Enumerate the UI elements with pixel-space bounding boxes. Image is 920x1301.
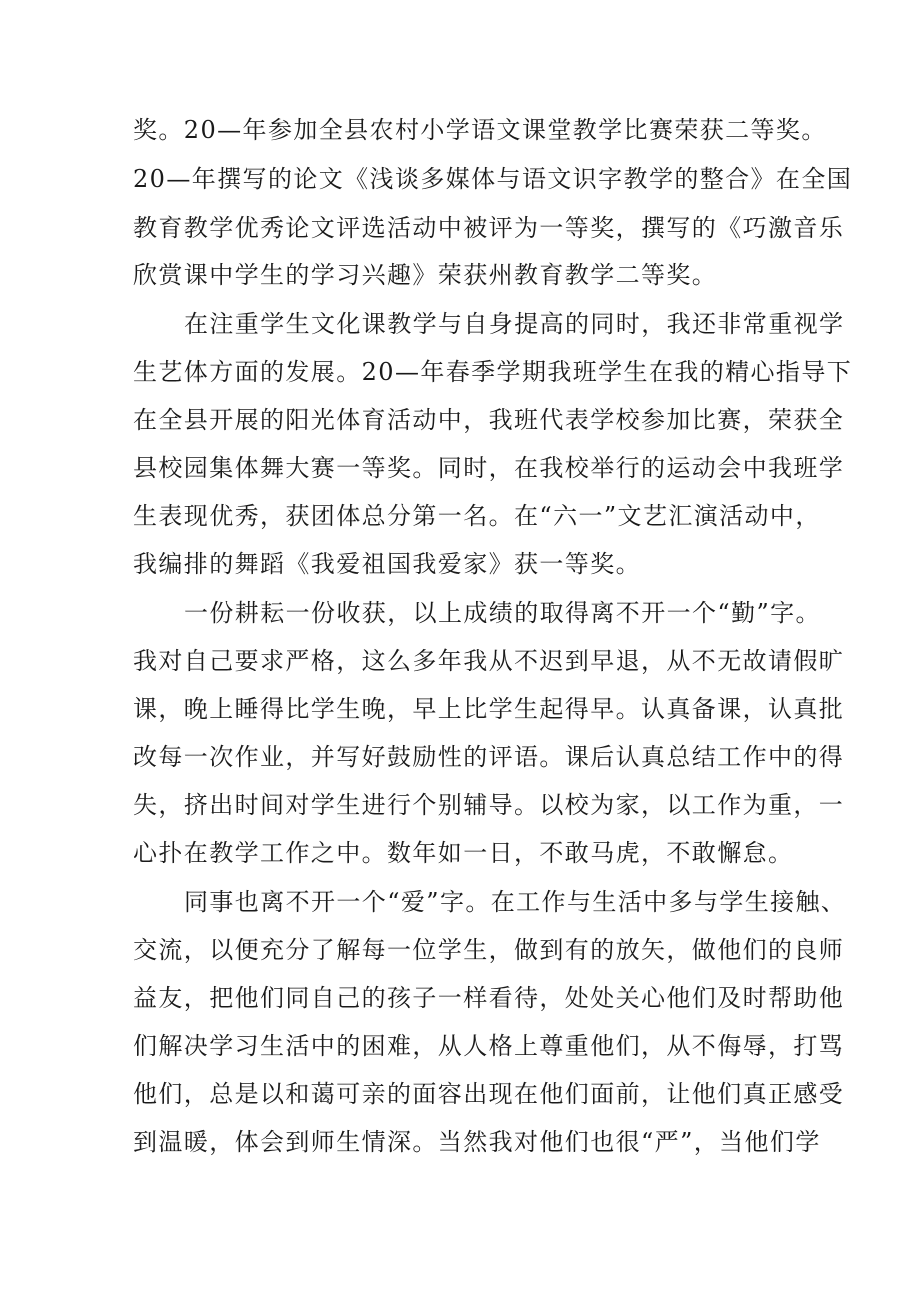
text-line: 教育教学优秀论文评选活动中被评为一等奖，撰写的《巧激音乐 xyxy=(133,214,845,242)
text-line: 在全县开展的阳光体育活动中，我班代表学校参加比赛，荣获全 xyxy=(133,406,845,434)
text-line: 我编排的舞蹈《我爱祖国我爱家》获一等奖。 xyxy=(133,550,641,578)
text-line: 我对自己要求严格，这么多年我从不迟到早退，从不无故请假旷 xyxy=(133,647,845,675)
text-line: 生艺体方面的发展。20—年春季学期我班学生在我的精心指导下 xyxy=(133,358,853,386)
text-line: 生表现优秀，获团体总分第一名。在“六一”文艺汇演活动中， xyxy=(133,502,821,530)
text-line: 奖。20—年参加全县农村小学语文课堂教学比赛荣获二等奖。 xyxy=(133,116,827,144)
text-line: 欣赏课中学生的学习兴趣》荣获州教育教学二等奖。 xyxy=(133,261,718,289)
text-line: 在注重学生文化课教学与自身提高的同时，我还非常重视学 xyxy=(184,310,845,338)
text-line: 失，挤出时间对学生进行个别辅导。以校为家，以工作为重，一 xyxy=(133,791,845,819)
text-line: 20—年撰写的论文《浅谈多媒体与语文识字教学的整合》在全国 xyxy=(133,165,853,193)
text-line: 县校园集体舞大赛一等奖。同时，在我校举行的运动会中我班学 xyxy=(133,454,845,482)
text-line: 心扑在教学工作之中。数年如一日，不敢马虎，不敢懈怠。 xyxy=(133,839,794,867)
text-line: 同事也离不开一个“爱”字。在工作与生活中多与学生接触、 xyxy=(184,888,847,916)
text-line: 益友，把他们同自己的孩子一样看待，处处关心他们及时帮助他 xyxy=(133,984,845,1012)
text-line: 一份耕耘一份收获，以上成绩的取得离不开一个“勤”字。 xyxy=(184,599,821,627)
text-line: 到温暖，体会到师生情深。当然我对他们也很“严”，当他们学 xyxy=(133,1128,821,1156)
text-line: 改每一次作业，并写好鼓励性的评语。课后认真总结工作中的得 xyxy=(133,743,845,771)
text-line: 们解决学习生活中的困难，从人格上尊重他们，从不侮辱，打骂 xyxy=(133,1032,845,1060)
text-line: 他们，总是以和蔼可亲的面容出现在他们面前，让他们真正感受 xyxy=(133,1080,845,1108)
text-line: 课，晚上睡得比学生晚，早上比学生起得早。认真备课，认真批 xyxy=(133,695,845,723)
text-line: 交流，以便充分了解每一位学生，做到有的放矢，做他们的良师 xyxy=(133,936,845,964)
